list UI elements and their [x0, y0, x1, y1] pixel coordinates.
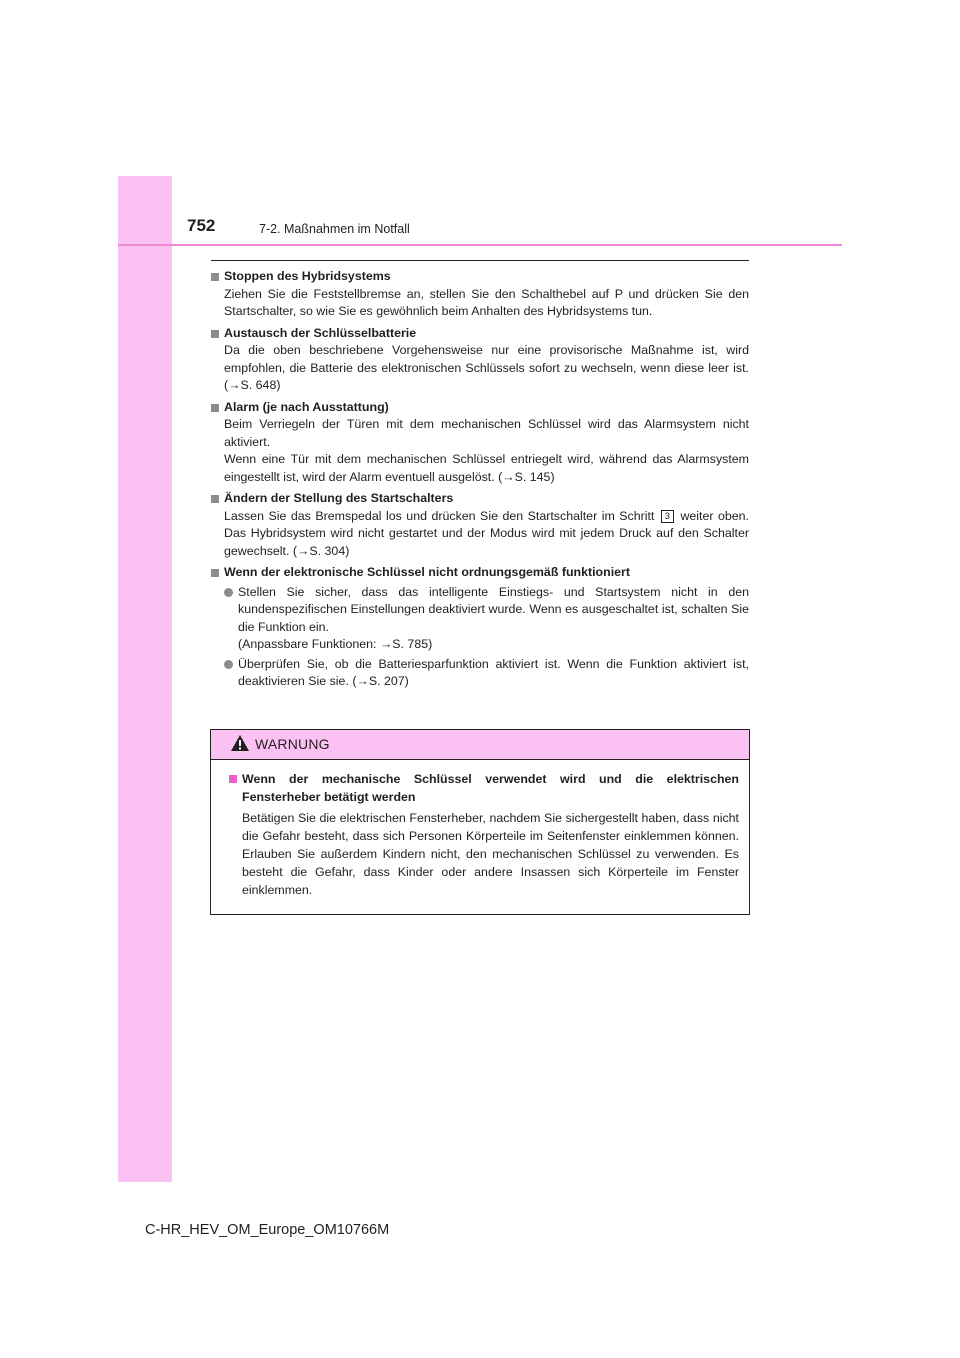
- chapter-side-tab: [118, 176, 172, 1182]
- square-bullet-icon: [229, 775, 237, 783]
- paragraph: Überprüfen Sie, ob die Batteriesparfunktion aktiviert ist. Wenn die Funktion aktiviert ist, deaktivieren Sie sie. (→S. 207): [238, 656, 749, 688]
- page-content: [211, 268, 749, 695]
- warning-body: Betätigen Sie die elektrischen Fensterheber, nachdem Sie sichergestellt haben, dass nicht die Gefahr besteht, dass sich Personen Körperteile im Seitenfenster einklemmen können. Erlauben Sie außerdem Kindern nicht, den mechanischen Schlüssel zu verwenden. Es besteht die Gefahr, dass Kinder oder andere Insassen sich Körperteile im Fenster einklemmen.: [242, 811, 739, 897]
- paragraph: Da die oben beschriebene Vorgehensweise nur eine provisorische Maßnahme ist, wird empfohlen, die Batterie des elektronischen Schlüssels sofort zu wechseln, wenn diese leer ist. (→S. 648): [224, 343, 749, 392]
- paragraph-text: Lassen Sie das Bremspedal los und drücken Sie den Startschalter im Schritt: [224, 508, 655, 523]
- paragraph: (Anpassbare Funktionen: →S. 785): [238, 637, 433, 651]
- section-stop-hybrid: [211, 268, 749, 321]
- section-key-battery: [211, 325, 749, 395]
- page-number: 752: [187, 216, 216, 235]
- warning-content: [211, 760, 749, 899]
- content-top-divider: [211, 260, 749, 261]
- square-bullet-icon: [211, 569, 219, 577]
- list-item: [211, 656, 749, 691]
- section-heading: Wenn der elektronische Schlüssel nicht ordnungsgemäß funktioniert: [224, 565, 630, 579]
- paragraph: Ziehen Sie die Feststellbremse an, stellen Sie den Schalthebel auf P und drücken Sie den Startschalter, so wie Sie es gewöhnlich beim Anhalten des Hybridsystems tun.: [224, 286, 749, 318]
- warning-header: [211, 730, 749, 760]
- paragraph: Stellen Sie sicher, dass das intelligente Einstiegs- und Startsystem nicht in den kundenspezifischen Einstellungen deaktiviert wurde. Wenn es ausgeschaltet ist, schalten Sie die Funktion ein.: [238, 584, 749, 634]
- section-heading: Stoppen des Hybridsystems: [224, 269, 391, 283]
- section-start-switch: [211, 490, 749, 560]
- circle-bullet-icon: [224, 660, 233, 669]
- paragraph: Beim Verriegeln der Türen mit dem mechanischen Schlüssel wird das Alarmsystem nicht aktiviert.: [224, 417, 749, 449]
- header-divider: [118, 244, 842, 246]
- square-bullet-icon: [211, 330, 219, 338]
- warning-triangle-icon: [230, 734, 250, 752]
- section-heading: Austausch der Schlüsselbatterie: [224, 325, 417, 340]
- paragraph-text: weiter oben. Das Hybridsystem wird nicht gestartet und der Modus wird mit jedem Druck auf den Schalter gewechselt. (→S. 304): [224, 508, 749, 558]
- warning-box: [210, 729, 750, 915]
- warning-heading: Wenn der mechanische Schlüssel verwendet wird und die elektrischen Fensterheber betätigt werden: [242, 772, 739, 804]
- list-item: [211, 584, 749, 654]
- warning-title: WARNUNG: [255, 736, 330, 752]
- document-footer: C-HR_HEV_OM_Europe_OM10766M: [145, 1222, 390, 1238]
- section-title: 7-2. Maßnahmen im Notfall: [259, 222, 410, 236]
- square-bullet-icon: [211, 404, 219, 412]
- section-alarm: [211, 399, 749, 487]
- section-heading: Ändern der Stellung des Startschalters: [224, 491, 454, 505]
- paragraph: [224, 508, 749, 561]
- square-bullet-icon: [211, 273, 219, 281]
- square-bullet-icon: [211, 495, 219, 503]
- section-heading: Alarm (je nach Ausstattung): [224, 399, 389, 414]
- step-number-box: 3: [661, 510, 674, 523]
- paragraph: Wenn eine Tür mit dem mechanischen Schlüssel entriegelt wird, während das Alarmsystem eingestellt ist, wird der Alarm eventuell ausgelöst. (→S. 145): [224, 452, 749, 484]
- section-key-malfunction: [211, 564, 749, 691]
- circle-bullet-icon: [224, 588, 233, 597]
